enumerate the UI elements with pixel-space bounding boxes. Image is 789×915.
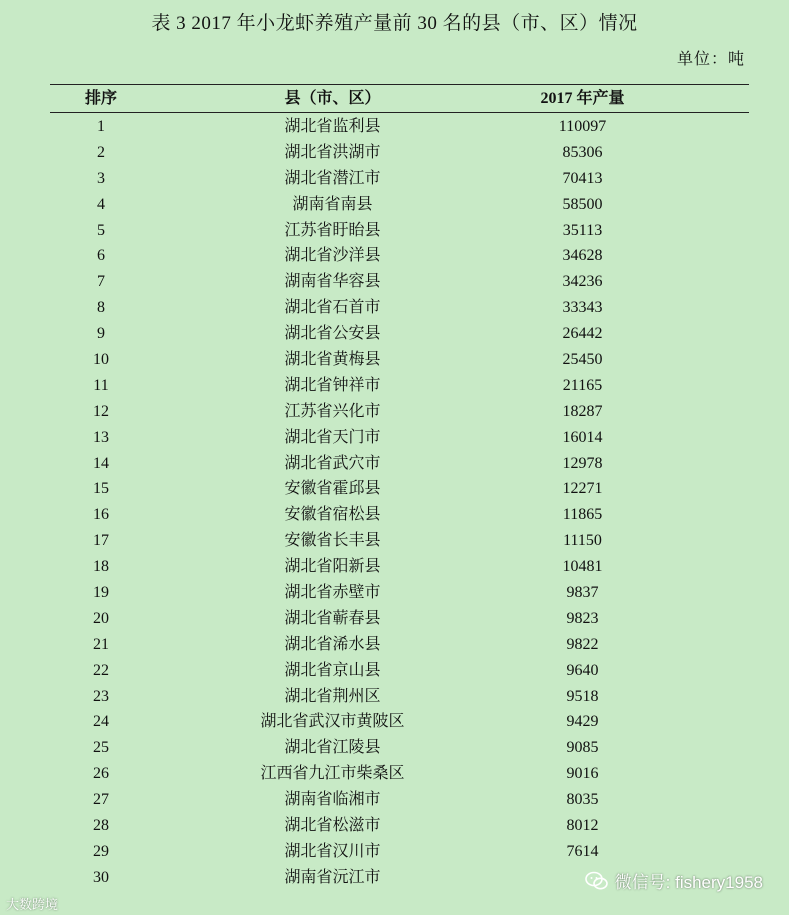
table-row [50, 192, 749, 218]
table-row [50, 528, 749, 554]
row-output: 26442 [562, 325, 603, 343]
table-row [50, 787, 749, 813]
row-output: 33343 [562, 299, 603, 317]
table-row [50, 735, 749, 761]
table-header [50, 86, 749, 112]
row-county: 湖北省钟祥市 [284, 376, 381, 394]
table-row [50, 632, 749, 658]
row-rank: 13 [93, 428, 109, 446]
row-output: 85306 [562, 143, 603, 161]
row-output: 10481 [562, 558, 603, 576]
row-county: 湖北省武穴市 [284, 454, 381, 472]
table-row [50, 684, 749, 710]
row-rank: 20 [93, 609, 109, 627]
table-row [50, 813, 749, 839]
row-county: 湖北省京山县 [284, 661, 381, 679]
row-output: 18287 [562, 402, 603, 420]
row-rank: 19 [93, 584, 109, 602]
wechat-icon [585, 871, 609, 891]
row-output: 110097 [558, 118, 607, 135]
row-county: 安徽省宿松县 [284, 506, 381, 524]
table-row [50, 243, 749, 269]
table-row [50, 218, 749, 244]
row-rank: 23 [93, 687, 109, 705]
row-rank: 15 [93, 480, 109, 498]
row-rank: 24 [93, 713, 109, 731]
row-output: 21165 [562, 376, 603, 394]
row-county: 湖北省天门市 [284, 428, 381, 446]
row-rank: 11 [93, 376, 109, 394]
header-output: 2017 年产量 [540, 90, 625, 107]
table-header-rule [50, 112, 749, 113]
row-county: 湖北省石首市 [284, 299, 381, 317]
row-county: 湖北省赤壁市 [284, 584, 381, 602]
row-rank: 26 [93, 765, 109, 783]
row-rank: 9 [97, 325, 105, 343]
table-row [50, 839, 749, 865]
table-top-rule [50, 84, 749, 85]
table-row [50, 580, 749, 606]
watermark-text: 微信号: fishery1958 [614, 873, 763, 892]
row-rank: 28 [93, 817, 109, 835]
row-output: 9823 [566, 609, 599, 627]
row-rank: 7 [97, 273, 105, 291]
header-county: 县（市、区） [284, 90, 381, 107]
row-output: 9518 [566, 687, 599, 705]
row-county: 湖北省潜江市 [284, 169, 381, 187]
row-county: 湖北省沙洋县 [284, 247, 381, 265]
row-rank: 3 [97, 169, 105, 187]
table-row [50, 761, 749, 787]
row-rank: 27 [93, 791, 109, 809]
table-row [50, 476, 749, 502]
table-row [50, 140, 749, 166]
row-county: 湖北省黄梅县 [284, 351, 381, 369]
row-output: 9429 [566, 713, 599, 731]
row-county: 湖北省阳新县 [284, 558, 381, 576]
row-county: 湖北省浠水县 [284, 635, 381, 653]
row-output: 34628 [562, 247, 603, 265]
row-county: 湖北省松滋市 [284, 817, 381, 835]
row-county: 湖北省公安县 [284, 325, 381, 343]
table-row [50, 709, 749, 735]
row-rank: 5 [97, 221, 105, 239]
site-logo: 大数跨境 [6, 897, 59, 912]
row-county: 湖北省武汉市黄陂区 [260, 713, 405, 731]
header-rank: 排序 [84, 90, 117, 107]
table-body [50, 114, 749, 891]
table-row [50, 321, 749, 347]
row-rank: 18 [93, 558, 109, 576]
row-output: 12271 [562, 480, 603, 498]
row-rank: 2 [97, 143, 105, 161]
row-county: 安徽省霍邱县 [284, 480, 381, 498]
table-row [50, 399, 749, 425]
row-rank: 8 [97, 299, 105, 317]
row-rank: 6 [97, 247, 105, 265]
row-county: 湖北省汉川市 [284, 842, 381, 860]
table-row [50, 114, 749, 140]
row-county: 湖南省临湘市 [284, 791, 381, 809]
row-county: 安徽省长丰县 [284, 532, 381, 550]
table-row [50, 166, 749, 192]
row-output: 8035 [566, 791, 599, 809]
row-rank: 17 [93, 532, 109, 550]
row-output: 9016 [566, 765, 599, 783]
row-county: 湖南省沅江市 [284, 868, 381, 886]
row-county: 江西省九江市柴桑区 [260, 765, 405, 783]
row-county: 湖北省荆州区 [284, 687, 381, 705]
row-rank: 12 [93, 402, 109, 420]
row-output: 16014 [562, 428, 603, 446]
row-county: 湖南省南县 [292, 195, 373, 213]
table-row [50, 502, 749, 528]
table-row [50, 425, 749, 451]
row-rank: 22 [93, 661, 109, 679]
table-row [50, 606, 749, 632]
row-output: 9085 [566, 739, 599, 757]
row-county: 江苏省盱眙县 [284, 221, 381, 239]
row-output: 25450 [562, 351, 603, 369]
table-row [50, 658, 749, 684]
table-row [50, 373, 749, 399]
row-county: 湖北省蕲春县 [284, 609, 381, 627]
row-output: 9640 [566, 661, 599, 679]
row-output: 12978 [562, 454, 603, 472]
table-row [50, 554, 749, 580]
page-title: 表 3 2017 年小龙虾养殖产量前 30 名的县（市、区）情况 [151, 13, 638, 34]
row-rank: 29 [93, 842, 109, 860]
row-output: 70413 [562, 169, 603, 187]
row-output: 34236 [562, 273, 603, 291]
wechat-watermark [585, 868, 763, 893]
row-rank: 14 [93, 454, 109, 472]
row-output: 9822 [566, 635, 599, 653]
row-output: 11865 [562, 506, 603, 524]
row-output: 58500 [562, 195, 603, 213]
table-row [50, 269, 749, 295]
row-rank: 21 [93, 635, 109, 653]
row-county: 湖北省江陵县 [284, 739, 381, 757]
row-county: 湖北省洪湖市 [284, 143, 381, 161]
row-output: 35113 [562, 221, 603, 239]
row-rank: 10 [93, 351, 109, 369]
row-rank: 4 [97, 195, 105, 213]
row-county: 湖南省华容县 [284, 273, 381, 291]
row-output: 7614 [566, 842, 599, 860]
table-row [50, 295, 749, 321]
row-rank: 25 [93, 739, 109, 757]
row-rank: 30 [93, 868, 109, 886]
row-rank: 1 [97, 118, 105, 135]
row-rank: 16 [93, 506, 109, 524]
row-county: 江苏省兴化市 [284, 402, 381, 420]
row-output: 8012 [566, 817, 599, 835]
table-row [50, 347, 749, 373]
unit-label: 单位：吨 [676, 51, 745, 68]
row-county: 湖北省监利县 [284, 118, 381, 135]
table-row [50, 451, 749, 477]
row-output: 11150 [563, 532, 602, 550]
row-output: 9837 [566, 584, 599, 602]
